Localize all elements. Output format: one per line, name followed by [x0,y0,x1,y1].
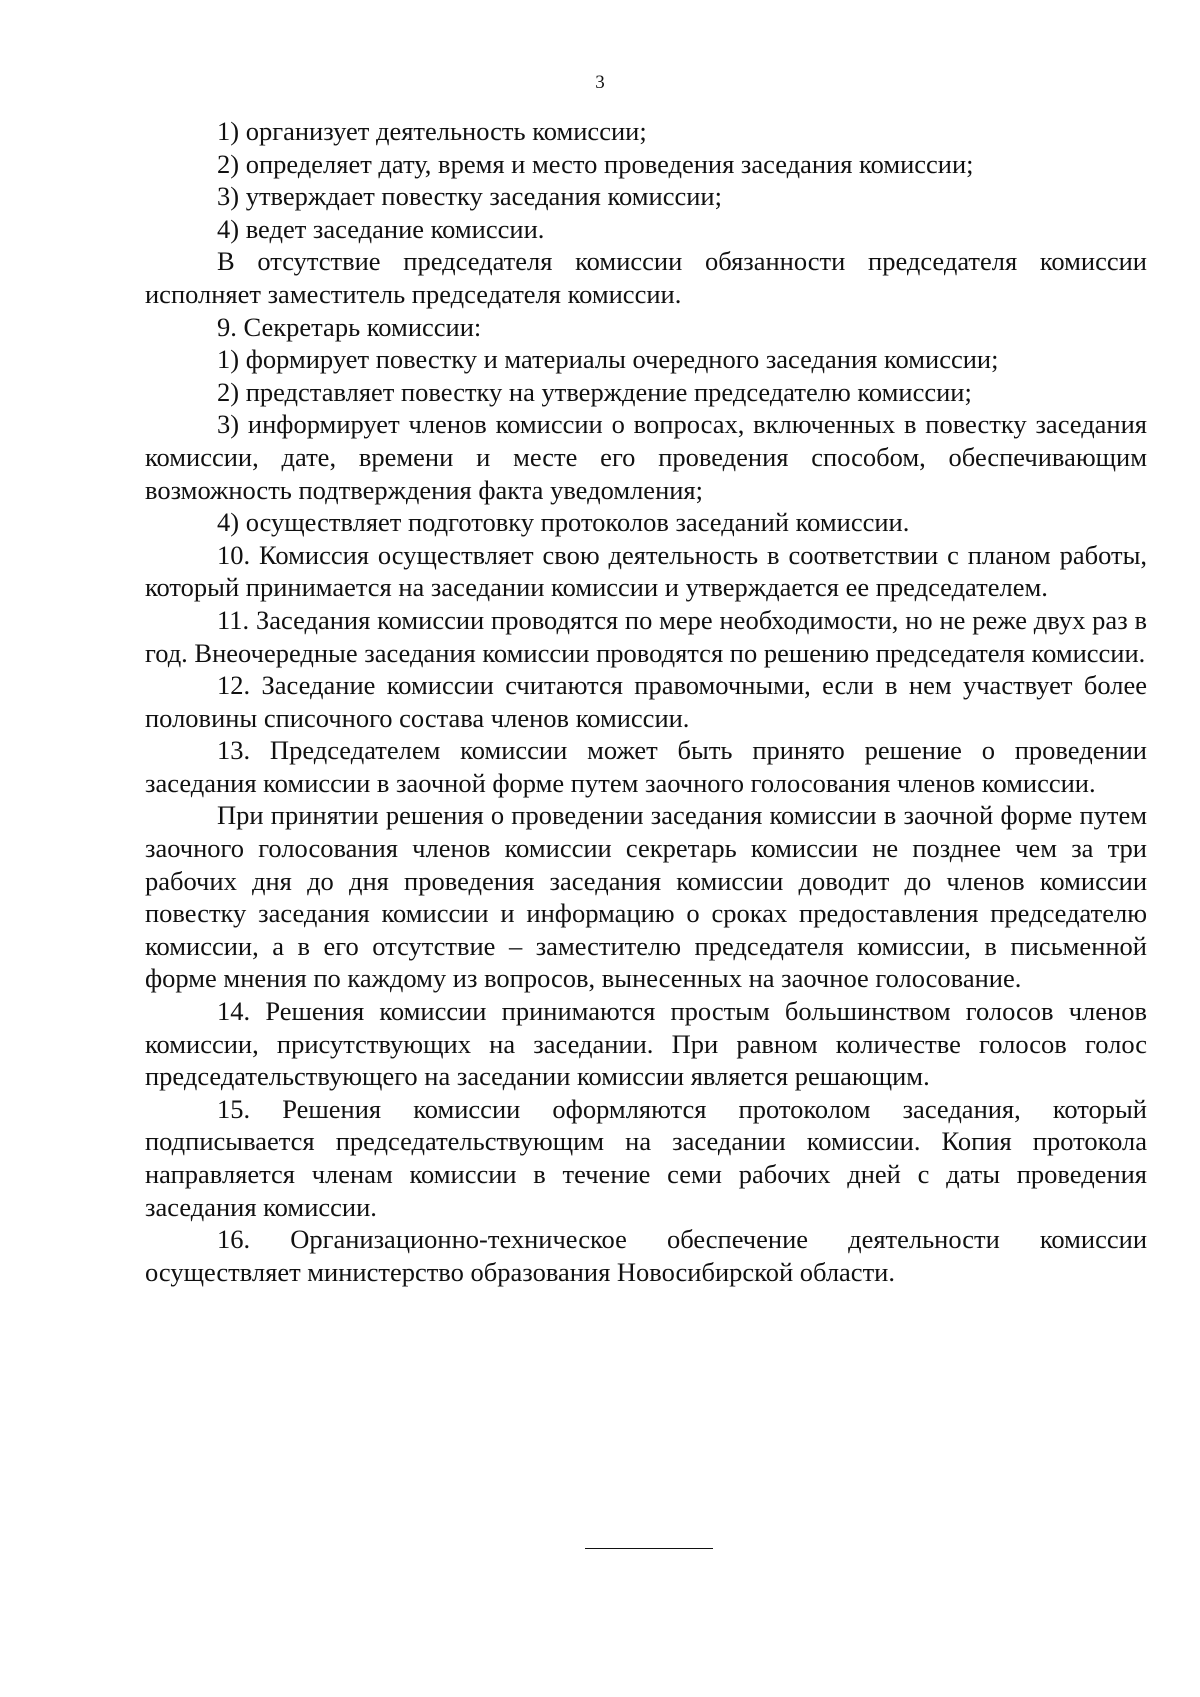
paragraph: 12. Заседание комиссии считаются правомочными, если в нем участвует более половины списочного состава членов комиссии. [145,670,1147,733]
paragraph: 9. Секретарь комиссии: [217,311,482,342]
paragraph: 10. Комиссия осуществляет свою деятельность в соответствии с планом работы, который принимается на заседании комиссии и утверждается ее председателем. [145,539,1147,603]
paragraph: 1) формирует повестку и материалы очередного заседания комиссии; [217,344,999,375]
paragraph: 4) осуществляет подготовку протоколов заседаний комиссии. [217,507,910,538]
end-of-document-rule [585,1548,713,1549]
document-body [145,115,1147,1288]
paragraph: 4) ведет заседание комиссии. [217,213,545,244]
paragraph: 11. Заседания комиссии проводятся по мере необходимости, но не реже двух раз в год. Внеочередные заседания комиссии проводятся по решению председателя комиссии. [145,604,1147,668]
paragraph: В отсутствие председателя комиссии обязанности председателя комиссии исполняет заместитель председателя комиссии. [145,246,1147,309]
paragraph: 14. Решения комиссии принимаются простым большинством голосов членов комиссии, присутствующих на заседании. При равном количестве голосов голос председательствующего на заседании комиссии является решающим. [145,996,1147,1092]
paragraph: 1) организует деятельность комиссии; [217,116,647,146]
paragraph: При принятии решения о проведении заседания комиссии в заочной форме путем заочного голосования членов комиссии секретарь комиссии не позднее чем за три рабочих дня до дня проведения заседания комиссии доводит до членов комиссии повестку заседания комиссии и информацию о сроках предоставления председателю комиссии, а в его отсутствие – заместителю председателя комиссии, в письменной форме мнения по каждому из вопросов, вынесенных на заочное голосование. [145,800,1147,994]
page-number: 3 [595,72,605,93]
paragraph: 2) представляет повестку на утверждение председателю комиссии; [217,376,972,407]
paragraph: 3) информирует членов комиссии о вопросах, включенных в повестку заседания комиссии, дате, времени и месте его проведения способом, обеспечивающим возможность подтверждения факта уведомления; [145,409,1147,505]
paragraph: 16. Организационно-техническое обеспечение деятельности комиссии осуществляет министерство образования Новосибирской области. [145,1224,1147,1287]
paragraph: 3) утверждает повестку заседания комиссии; [217,181,722,212]
paragraph: 15. Решения комиссии оформляются протоколом заседания, который подписывается председательствующим на заседании комиссии. Копия протокола направляется членам комиссии в течение семи рабочих дней с даты проведения заседания комиссии. [145,1093,1147,1222]
paragraph: 13. Председателем комиссии может быть принято решение о проведении заседания комиссии в заочной форме путем заочного голосования членов комиссии. [145,735,1147,798]
paragraph: 2) определяет дату, время и место проведения заседания комиссии; [217,148,974,179]
